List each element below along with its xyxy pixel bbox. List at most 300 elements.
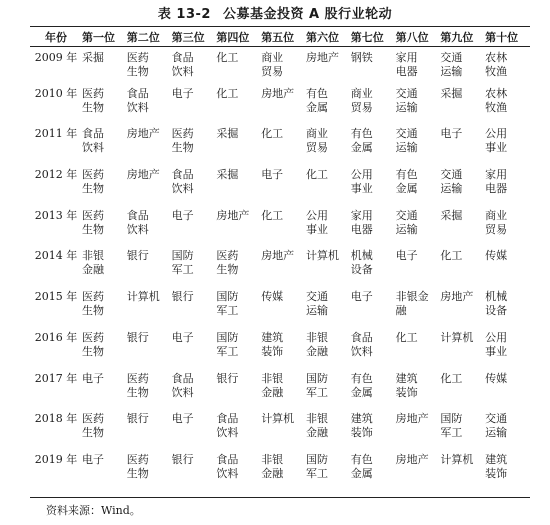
industry-cell (216, 412, 261, 453)
industry-cell (306, 46, 351, 87)
industry-name-line: 电子 (171, 330, 194, 344)
industry-name-line: 交通 (485, 412, 508, 426)
industry-name-line: 食品 (82, 127, 104, 141)
industry-name-line: 事业 (305, 222, 328, 236)
industry-name-line: 化工 (261, 208, 284, 222)
table-row (30, 168, 530, 209)
industry-name-line: 交通 (440, 168, 463, 182)
industry-name-line: 生物 (126, 466, 149, 480)
industry-name-line: 事业 (485, 141, 508, 155)
industry-name-line: 电子 (395, 249, 418, 263)
industry-name-line: 计算机 (305, 249, 339, 263)
industry-name-line: 电子 (261, 168, 284, 182)
industry-name-line: 有色 (395, 168, 418, 182)
industry-name-line: 交通 (395, 208, 418, 222)
industry-name-line: 饮料 (126, 222, 149, 236)
industry-cell (396, 209, 441, 250)
industry-name-line: 医药 (126, 452, 149, 466)
industry-name-line: 食品 (126, 208, 149, 222)
industry-name-line: 运输 (440, 182, 463, 196)
header-rank-3: 第三位 (171, 30, 205, 44)
industry-name-line: 军工 (216, 344, 239, 358)
industry-name-line: 饮料 (171, 385, 194, 399)
industry-cell (127, 453, 172, 494)
industry-cell (440, 46, 485, 87)
industry-name-line: 非银 (82, 249, 104, 263)
industry-cell (396, 127, 441, 168)
industry-name-line: 生物 (82, 100, 104, 114)
industry-name-line: 家用 (485, 168, 508, 182)
industry-name-line: 公用 (485, 127, 508, 141)
industry-cell (351, 87, 396, 128)
industry-name-line: 金融 (305, 426, 328, 440)
industry-name-line: 运输 (485, 426, 508, 440)
header-rank-1: 第一位 (82, 30, 115, 44)
industry-name-line: 商业 (485, 208, 508, 222)
industry-name-line: 电子 (171, 86, 194, 100)
industry-name-line: 房地产 (261, 86, 295, 100)
industry-name-line: 饮料 (350, 344, 373, 358)
industry-name-line: 采掘 (216, 168, 239, 182)
table-row (30, 249, 530, 290)
industry-cell (127, 209, 172, 250)
industry-name-line: 化工 (440, 371, 463, 385)
industry-name-line: 化工 (395, 330, 418, 344)
industry-name-line: 交通 (440, 51, 463, 64)
industry-cell (82, 46, 127, 87)
industry-cell (127, 168, 172, 209)
industry-name-line: 医药 (126, 371, 149, 385)
industry-cell (172, 209, 217, 250)
industry-name-line: 机械 (485, 290, 508, 304)
industry-name-line: 金融 (261, 466, 284, 480)
industry-name-line: 食品 (126, 86, 149, 100)
industry-name-line: 生物 (216, 263, 239, 277)
industry-name-line: 饮料 (216, 426, 239, 440)
industry-name-line: 家用 (350, 208, 373, 222)
industry-cell (172, 331, 217, 372)
industry-name-line: 医药 (82, 412, 104, 426)
industry-name-line: 军工 (171, 263, 194, 277)
industry-cell (216, 331, 261, 372)
industry-cell (216, 372, 261, 413)
industry-name-line: 房地产 (395, 412, 429, 426)
industry-cell (261, 127, 306, 168)
industry-name-line: 牧渔 (485, 65, 508, 78)
industry-name-line: 食品 (216, 412, 239, 426)
industry-name-line: 饮料 (216, 466, 239, 480)
industry-name-line: 房地产 (261, 249, 295, 263)
industry-cell (440, 372, 485, 413)
industry-name-line: 生物 (126, 385, 149, 399)
industry-cell (485, 372, 530, 413)
industry-name-line: 运输 (395, 141, 418, 155)
industry-cell (172, 46, 217, 87)
industry-name-line: 生物 (82, 344, 104, 358)
industry-cell (82, 331, 127, 372)
industry-cell (306, 290, 351, 331)
industry-name-line: 农林 (485, 51, 508, 64)
industry-cell (306, 249, 351, 290)
industry-name-line: 国防 (305, 371, 328, 385)
industry-cell (172, 127, 217, 168)
industry-name-line: 机械 (350, 249, 373, 263)
industry-cell (485, 249, 530, 290)
industry-cell (172, 249, 217, 290)
industry-cell (396, 168, 441, 209)
industry-cell (306, 168, 351, 209)
industry-cell (127, 87, 172, 128)
industry-name-line: 国防 (305, 452, 328, 466)
industry-name-line: 金属 (350, 466, 373, 480)
header-rank-5: 第五位 (261, 30, 295, 44)
industry-cell (306, 87, 351, 128)
industry-cell (351, 127, 396, 168)
industry-name-line: 电器 (395, 65, 418, 78)
industry-name-line: 设备 (485, 304, 508, 318)
industry-cell (440, 127, 485, 168)
industry-name-line: 军工 (305, 385, 328, 399)
industry-name-line: 金属 (350, 385, 373, 399)
industry-name-line: 军工 (305, 466, 328, 480)
industry-cell (485, 209, 530, 250)
industry-name-line: 生物 (82, 426, 104, 440)
header-rank-8: 第八位 (395, 30, 429, 44)
industry-cell (82, 249, 127, 290)
industry-name-line: 电子 (82, 452, 104, 466)
industry-name-line: 运输 (395, 100, 418, 114)
industry-cell (82, 87, 127, 128)
industry-cell (261, 290, 306, 331)
industry-cell (396, 372, 441, 413)
industry-cell (485, 412, 530, 453)
industry-name-line: 生物 (171, 141, 194, 155)
industry-name-line: 家用 (395, 51, 418, 64)
industry-cell (396, 46, 441, 87)
industry-cell (485, 290, 530, 331)
industry-name-line: 房地产 (440, 290, 474, 304)
table-title: 公募基金投资 A 股行业轮动 (222, 7, 393, 22)
industry-name-line: 有色 (350, 371, 373, 385)
industry-name-line: 食品 (171, 371, 194, 385)
industry-name-line: 医药 (82, 168, 104, 182)
industry-cell (396, 331, 441, 372)
industry-cell (440, 168, 485, 209)
industry-name-line: 运输 (395, 222, 418, 236)
header-row (30, 27, 530, 46)
industry-name-line: 采掘 (216, 127, 239, 141)
industry-name-line: 食品 (171, 51, 194, 64)
industry-name-line: 计算机 (126, 290, 160, 304)
year-cell: 2013 年 (34, 208, 78, 222)
industry-name-line: 设备 (350, 263, 373, 277)
industry-cell (172, 87, 217, 128)
industry-name-line: 公用 (485, 330, 508, 344)
industry-name-line: 装饰 (485, 466, 508, 480)
source-note: 资料来源：Wind。 (46, 504, 141, 517)
industry-cell (440, 412, 485, 453)
industry-name-line: 电子 (350, 290, 373, 304)
industry-name-line: 饮料 (82, 141, 104, 155)
industry-name-line: 医药 (82, 290, 104, 304)
industry-name-line: 计算机 (261, 412, 295, 426)
industry-cell (216, 249, 261, 290)
header-rank-2: 第二位 (126, 30, 160, 44)
table-row (30, 46, 530, 87)
industry-name-line: 建筑 (485, 452, 508, 466)
header-rank-10: 第十位 (485, 30, 519, 44)
industry-name-line: 化工 (216, 51, 239, 64)
table-row (30, 331, 530, 372)
industry-name-line: 计算机 (440, 330, 474, 344)
table-body (30, 46, 530, 494)
industry-name-line: 生物 (82, 182, 104, 196)
industry-cell (440, 331, 485, 372)
year-cell: 2010 年 (34, 86, 78, 100)
industry-cell (216, 46, 261, 87)
industry-name-line: 银行 (216, 371, 239, 385)
industry-cell (306, 453, 351, 494)
industry-name-line: 商业 (305, 127, 328, 141)
industry-cell (82, 453, 127, 494)
industry-name-line: 化工 (440, 249, 463, 263)
industry-name-line: 金融 (305, 344, 328, 358)
industry-cell (396, 249, 441, 290)
industry-cell (216, 290, 261, 331)
industry-name-line: 金属 (305, 100, 328, 114)
industry-name-line: 运输 (305, 304, 328, 318)
industry-cell (216, 168, 261, 209)
industry-name-line: 采掘 (440, 208, 463, 222)
industry-name-line: 银行 (126, 412, 149, 426)
industry-cell (82, 412, 127, 453)
industry-name-line: 食品 (350, 330, 373, 344)
industry-name-line: 金属 (350, 141, 373, 155)
industry-cell (485, 127, 530, 168)
industry-name-line: 国防 (440, 412, 463, 426)
industry-cell (82, 127, 127, 168)
industry-cell (216, 127, 261, 168)
industry-name-line: 饮料 (171, 182, 194, 196)
industry-name-line: 牧渔 (485, 100, 508, 114)
industry-cell (261, 412, 306, 453)
industry-cell (82, 209, 127, 250)
industry-cell (172, 168, 217, 209)
industry-cell (127, 290, 172, 331)
table-row (30, 372, 530, 413)
header-rank-9: 第九位 (440, 30, 474, 44)
industry-name-line: 融 (395, 304, 407, 318)
industry-cell (440, 453, 485, 494)
industry-name-line: 非银 (261, 452, 284, 466)
industry-cell (306, 412, 351, 453)
industry-name-line: 医药 (171, 127, 194, 141)
industry-cell (306, 127, 351, 168)
industry-cell (396, 290, 441, 331)
industry-cell (485, 168, 530, 209)
industry-cell (440, 209, 485, 250)
industry-cell (351, 372, 396, 413)
year-cell: 2009 年 (34, 51, 78, 64)
industry-name-line: 传媒 (485, 249, 508, 263)
industry-cell (351, 46, 396, 87)
industry-cell (127, 372, 172, 413)
industry-cell (172, 290, 217, 331)
industry-name-line: 化工 (305, 168, 328, 182)
year-cell: 2012 年 (34, 168, 78, 182)
industry-name-line: 银行 (171, 452, 194, 466)
year-cell: 2019 年 (34, 452, 78, 466)
year-cell: 2018 年 (34, 412, 78, 426)
industry-name-line: 公用 (305, 208, 328, 222)
industry-cell (127, 46, 172, 87)
industry-name-line: 公用 (350, 168, 373, 182)
industry-cell (351, 249, 396, 290)
industry-name-line: 银行 (126, 249, 149, 263)
industry-name-line: 事业 (485, 344, 508, 358)
industry-name-line: 采掘 (82, 51, 104, 64)
year-cell: 2011 年 (34, 127, 78, 141)
industry-name-line: 计算机 (440, 452, 474, 466)
industry-name-line: 非银 (305, 412, 328, 426)
industry-name-line: 饮料 (126, 100, 149, 114)
industry-name-line: 饮料 (171, 65, 194, 78)
industry-name-line: 医药 (82, 208, 104, 222)
industry-name-line: 金属 (395, 182, 418, 196)
year-cell: 2015 年 (34, 290, 78, 304)
industry-cell (261, 87, 306, 128)
header-rank-7: 第七位 (350, 30, 384, 44)
industry-cell (261, 453, 306, 494)
industry-name-line: 贸易 (261, 65, 284, 78)
industry-cell (351, 209, 396, 250)
industry-name-line: 房地产 (305, 51, 339, 64)
header-year: 年份 (45, 30, 67, 44)
industry-name-line: 房地产 (216, 208, 250, 222)
industry-cell (351, 168, 396, 209)
industry-cell (216, 87, 261, 128)
industry-name-line: 银行 (126, 330, 149, 344)
header-rank-6: 第六位 (305, 30, 339, 44)
industry-cell (485, 453, 530, 494)
industry-name-line: 电子 (171, 208, 194, 222)
industry-cell (127, 331, 172, 372)
industry-name-line: 建筑 (395, 371, 418, 385)
industry-cell (127, 249, 172, 290)
industry-cell (351, 453, 396, 494)
industry-name-line: 生物 (82, 304, 104, 318)
industry-name-line: 商业 (261, 51, 284, 64)
industry-name-line: 传媒 (485, 371, 508, 385)
industry-name-line: 医药 (126, 51, 149, 64)
industry-cell (440, 290, 485, 331)
industry-name-line: 装饰 (395, 385, 418, 399)
industry-cell (485, 331, 530, 372)
year-cell: 2014 年 (34, 249, 78, 263)
table-row (30, 127, 530, 168)
year-cell: 2017 年 (34, 371, 78, 385)
industry-name-line: 军工 (216, 304, 239, 318)
industry-cell (261, 249, 306, 290)
industry-cell (82, 372, 127, 413)
industry-name-line: 钢铁 (350, 51, 373, 64)
industry-cell (306, 372, 351, 413)
industry-name-line: 金融 (82, 263, 104, 277)
table-caption (0, 3, 550, 22)
industry-cell (261, 331, 306, 372)
industry-name-line: 化工 (261, 127, 284, 141)
industry-name-line: 生物 (82, 222, 104, 236)
industry-name-line: 交通 (305, 290, 328, 304)
industry-cell (306, 331, 351, 372)
industry-name-line: 电子 (440, 127, 463, 141)
industry-name-line: 运输 (440, 65, 463, 78)
industry-cell (351, 290, 396, 331)
industry-name-line: 有色 (305, 86, 328, 100)
industry-name-line: 国防 (216, 330, 239, 344)
industry-name-line: 贸易 (485, 222, 508, 236)
table-row (30, 209, 530, 250)
industry-cell (485, 46, 530, 87)
industry-name-line: 传媒 (261, 290, 284, 304)
industry-cell (440, 87, 485, 128)
industry-name-line: 装饰 (350, 426, 373, 440)
industry-name-line: 房地产 (126, 127, 160, 141)
industry-cell (172, 372, 217, 413)
industry-cell (127, 127, 172, 168)
header-rank-4: 第四位 (216, 30, 250, 44)
industry-cell (216, 209, 261, 250)
industry-name-line: 事业 (350, 182, 373, 196)
table-row (30, 290, 530, 331)
industry-name-line: 电子 (171, 412, 194, 426)
industry-name-line: 非银 (305, 330, 328, 344)
industry-cell (127, 412, 172, 453)
industry-name-line: 电子 (82, 371, 104, 385)
table-row (30, 87, 530, 128)
industry-rotation-table (30, 27, 530, 494)
industry-name-line: 房地产 (395, 452, 429, 466)
industry-cell (172, 412, 217, 453)
industry-name-line: 建筑 (350, 412, 373, 426)
industry-name-line: 医药 (82, 86, 104, 100)
industry-name-line: 有色 (350, 127, 373, 141)
industry-name-line: 食品 (171, 168, 194, 182)
industry-name-line: 医药 (82, 330, 104, 344)
industry-name-line: 银行 (171, 290, 194, 304)
industry-cell (216, 453, 261, 494)
industry-cell (351, 331, 396, 372)
industry-name-line: 装饰 (261, 344, 284, 358)
industry-name-line: 农林 (485, 86, 508, 100)
industry-name-line: 电器 (350, 222, 373, 236)
industry-name-line: 电器 (485, 182, 508, 196)
industry-name-line: 金融 (261, 385, 284, 399)
industry-name-line: 建筑 (261, 330, 284, 344)
industry-name-line: 食品 (216, 452, 239, 466)
industry-cell (440, 249, 485, 290)
industry-name-line: 国防 (216, 290, 239, 304)
industry-name-line: 采掘 (440, 86, 463, 100)
bottom-rule (30, 497, 530, 498)
industry-cell (396, 412, 441, 453)
industry-cell (396, 453, 441, 494)
industry-name-line: 贸易 (305, 141, 328, 155)
industry-name-line: 非银金 (395, 290, 429, 304)
industry-cell (261, 209, 306, 250)
industry-name-line: 化工 (216, 86, 239, 100)
industry-cell (82, 290, 127, 331)
